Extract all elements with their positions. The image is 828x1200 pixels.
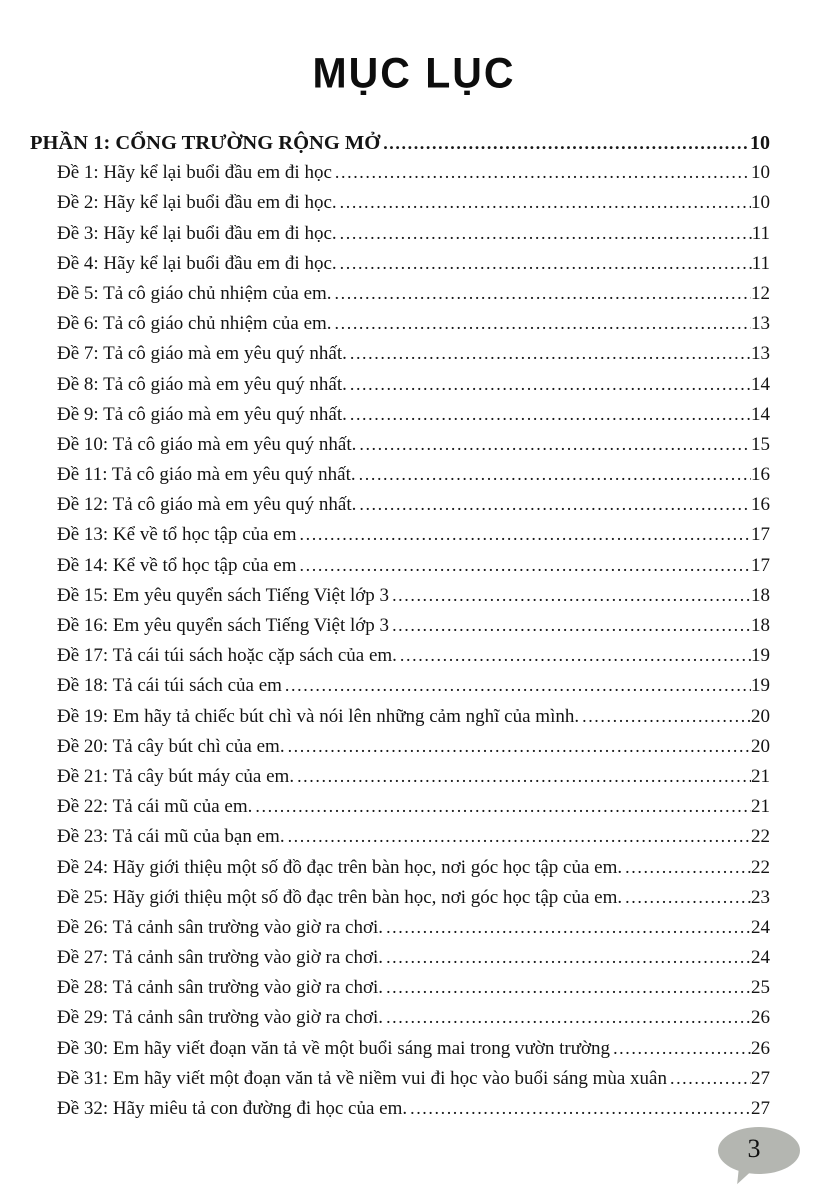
toc-entry-page: 10 [751, 162, 770, 184]
toc-entry [30, 826, 770, 856]
toc-entry [30, 162, 770, 192]
toc-entry-page: 14 [751, 373, 770, 395]
toc-entry-page: 21 [751, 796, 770, 818]
toc-entry-page: 20 [751, 705, 770, 727]
toc-entry-label: Đề 31: Em hãy viết một đoạn văn tả về niềm vui đi học vào buổi sáng mùa xuân [57, 1067, 667, 1089]
toc-entry-label: Đề 23: Tả cái mũ của bạn em. [57, 826, 285, 848]
toc-entry-page: 25 [751, 977, 770, 999]
dot-leader [383, 977, 751, 999]
toc-entry [30, 494, 770, 524]
dot-leader [252, 796, 751, 818]
dot-leader [383, 1007, 751, 1029]
toc-entry-page: 21 [751, 765, 770, 787]
toc-entry-label: Đề 21: Tả cây bút máy của em. [57, 765, 295, 787]
toc-entry-label: Đề 9: Tả cô giáo mà em yêu quý nhất. [57, 403, 347, 425]
dot-leader [610, 1038, 751, 1060]
toc-entry [30, 1068, 770, 1098]
toc-entry-label: Đề 3: Hãy kể lại buổi đầu em đi học. [57, 222, 337, 244]
toc-part-heading [30, 132, 770, 162]
toc-entry-page: 13 [751, 343, 770, 365]
toc-entry-page: 23 [751, 886, 770, 908]
toc-entry-page: 15 [751, 433, 770, 455]
toc-entry [30, 555, 770, 585]
toc-entry-page: 26 [751, 1007, 770, 1029]
dot-leader [337, 223, 752, 245]
dot-leader [294, 766, 751, 788]
toc-entry-page: 17 [751, 554, 770, 576]
dot-leader [297, 555, 751, 577]
toc-entry [30, 434, 770, 464]
toc-entry [30, 736, 770, 766]
toc-entry [30, 917, 770, 947]
toc-entry-label: Đề 8: Tả cô giáo mà em yêu quý nhất. [57, 373, 347, 395]
toc-entry [30, 675, 770, 705]
dot-leader [383, 917, 751, 939]
toc-entry [30, 887, 770, 917]
toc-entry [30, 343, 770, 373]
dot-leader [397, 645, 751, 667]
toc-entry-label: Đề 11: Tả cô giáo mà em yêu quý nhất. [57, 464, 356, 486]
toc-entry-label: Đề 15: Em yêu quyển sách Tiếng Việt lớp 3 [57, 584, 390, 606]
toc-entry-page: 24 [751, 916, 770, 938]
toc-entry-page: 17 [751, 524, 770, 546]
toc-entry [30, 766, 770, 796]
toc-entry [30, 404, 770, 434]
toc-entry-page: 26 [751, 1037, 770, 1059]
toc-entry-label: Đề 10: Tả cô giáo mà em yêu quý nhất. [57, 433, 357, 455]
toc-entry-label: PHẦN 1: CỔNG TRƯỜNG RỘNG MỞ [30, 132, 381, 154]
dot-leader [347, 374, 751, 396]
toc-entry-page: 11 [751, 252, 770, 274]
toc-entry [30, 1038, 770, 1068]
toc-entry-page: 18 [751, 615, 770, 636]
toc-entry-page: 27 [751, 1067, 770, 1089]
toc-list [30, 132, 770, 1128]
dot-leader [337, 253, 752, 275]
dot-leader [389, 615, 751, 637]
dot-leader [407, 1098, 751, 1120]
dot-leader [332, 313, 751, 335]
toc-entry [30, 283, 770, 313]
toc-entry [30, 1098, 770, 1128]
toc-entry-page: 24 [751, 947, 770, 969]
toc-entry-page: 18 [751, 584, 770, 606]
dot-leader [389, 585, 751, 607]
toc-entry-page: 14 [751, 403, 770, 425]
toc-entry-page: 27 [751, 1098, 770, 1119]
dot-leader [622, 857, 751, 879]
toc-entry-label: Đề 5: Tả cô giáo chủ nhiệm của em. [57, 282, 332, 304]
toc-entry-label: Đề 4: Hãy kể lại buổi đầu em đi học. [57, 252, 337, 274]
toc-entry-label: Đề 17: Tả cái túi sách hoặc cặp sách của em. [57, 645, 397, 667]
toc-entry-label: Đề 13: Kể về tổ học tập của em [57, 524, 297, 546]
toc-entry [30, 524, 770, 554]
toc-entry [30, 374, 770, 404]
toc-entry [30, 313, 770, 343]
toc-entry [30, 585, 770, 615]
dot-leader [579, 706, 751, 728]
dot-leader [347, 343, 751, 365]
toc-entry [30, 615, 770, 645]
toc-entry-label: Đề 6: Tả cô giáo chủ nhiệm của em. [57, 313, 332, 335]
toc-entry-label: Đề 7: Tả cô giáo mà em yêu quý nhất. [57, 343, 347, 365]
toc-entry-page: 10 [750, 132, 770, 154]
toc-entry [30, 645, 770, 675]
toc-entry-label: Đề 1: Hãy kể lại buổi đầu em đi học [57, 162, 332, 184]
toc-entry-page: 19 [751, 675, 770, 697]
toc-entry-page: 22 [751, 856, 770, 878]
toc-entry-page: 13 [751, 313, 770, 335]
toc-entry-label: Đề 12: Tả cô giáo mà em yêu quý nhất. [57, 494, 357, 516]
toc-entry-label: Đề 19: Em hãy tả chiếc bút chì và nói lên những cảm nghĩ của mình. [57, 705, 580, 727]
toc-entry-label: Đề 24: Hãy giới thiệu một số đồ đạc trên bàn học, nơi góc học tập của em. [57, 856, 623, 878]
dot-leader [332, 162, 751, 184]
toc-entry-label: Đề 29: Tả cảnh sân trường vào giờ ra chơi. [57, 1007, 384, 1029]
dot-leader [332, 283, 751, 305]
toc-entry [30, 223, 770, 253]
toc-entry-page: 20 [751, 735, 770, 757]
toc-entry [30, 977, 770, 1007]
dot-leader [356, 494, 751, 516]
dot-leader [285, 826, 751, 848]
toc-entry [30, 1007, 770, 1037]
toc-entry-page: 10 [751, 192, 770, 214]
page-number-bubble [718, 1127, 800, 1174]
toc-entry-label: Đề 2: Hãy kể lại buổi đầu em đi học. [57, 192, 337, 214]
toc-entry-page: 16 [751, 464, 770, 486]
toc-entry [30, 706, 770, 736]
toc-entry-label: Đề 32: Hãy miêu tả con đường đi học của em. [57, 1098, 408, 1119]
toc-entry-label: Đề 30: Em hãy viết đoạn văn tả về một buổi sáng mai trong vườn trường [57, 1037, 611, 1059]
toc-entry-label: Đề 14: Kể về tổ học tập của em [57, 554, 297, 576]
dot-leader [667, 1068, 751, 1090]
toc-entry-page: 11 [751, 222, 770, 244]
toc-entry [30, 796, 770, 826]
dot-leader [297, 524, 751, 546]
toc-entry-label: Đề 16: Em yêu quyển sách Tiếng Việt lớp 3 [57, 615, 390, 636]
dot-leader [347, 404, 751, 426]
toc-entry-label: Đề 18: Tả cái túi sách của em [57, 675, 282, 697]
toc-entry [30, 192, 770, 222]
dot-leader [356, 464, 751, 486]
toc-entry-label: Đề 22: Tả cái mũ của em. [57, 796, 253, 818]
dot-leader [282, 675, 751, 697]
dot-leader [356, 434, 751, 456]
toc-entry [30, 947, 770, 977]
toc-entry-label: Đề 25: Hãy giới thiệu một số đồ đạc trên bàn học, nơi góc học tập của em. [57, 886, 623, 908]
toc-entry [30, 464, 770, 494]
dot-leader [622, 887, 751, 909]
toc-entry-label: Đề 28: Tả cảnh sân trường vào giờ ra chơi. [57, 977, 384, 999]
toc-entry-label: Đề 27: Tả cảnh sân trường vào giờ ra chơi. [57, 947, 384, 969]
toc-entry-page: 12 [751, 282, 770, 304]
toc-entry-page: 16 [751, 494, 770, 516]
toc-entry-label: Đề 20: Tả cây bút chì của em. [57, 735, 285, 757]
dot-leader [383, 947, 751, 969]
toc-entry-page: 19 [751, 645, 770, 667]
page-number: 3 [747, 1133, 761, 1163]
dot-leader [337, 192, 751, 214]
dot-leader [285, 736, 751, 758]
toc-entry [30, 253, 770, 283]
toc-entry [30, 857, 770, 887]
toc-entry-label: Đề 26: Tả cảnh sân trường vào giờ ra chơi. [57, 916, 384, 938]
dot-leader [380, 132, 750, 155]
toc-entry-page: 22 [751, 826, 770, 848]
page-title: MỤC LỤC [312, 48, 516, 98]
